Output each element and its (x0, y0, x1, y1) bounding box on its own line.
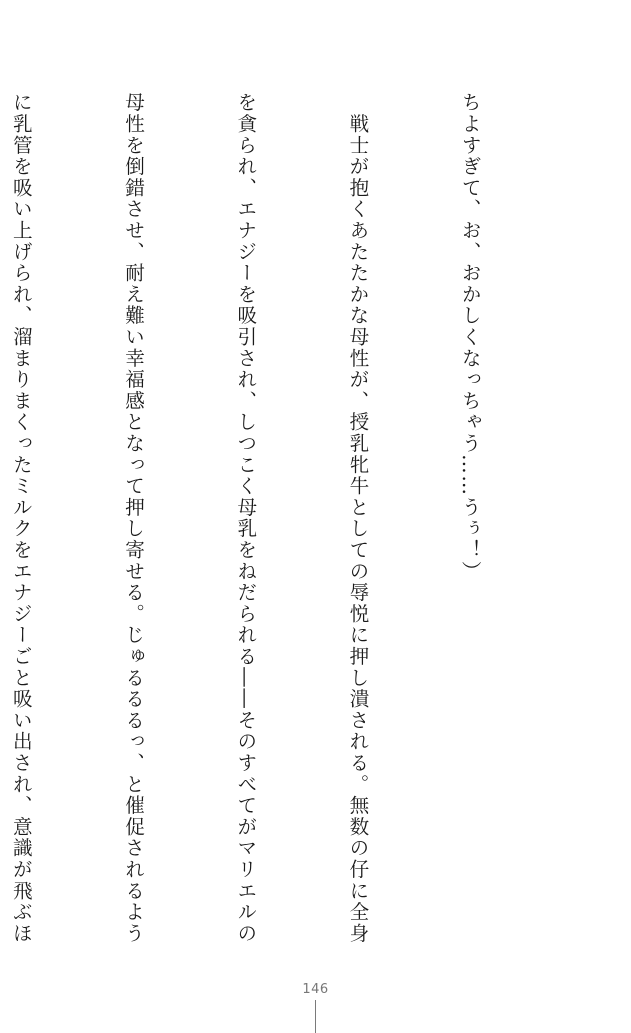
text-line: に乳管を吸い上げられ、溜まりまくったミルクをエナジーごと吸い出され、意識が飛ぶほ (9, 92, 33, 944)
text-line: ちよすぎて、お、おかしくなっちゃう……うぅ！） (458, 92, 482, 582)
page-number-rule (315, 1000, 316, 1033)
body-text (9, 92, 563, 944)
page-number: 146 (302, 982, 329, 997)
text-line: 母性を倒錯させ、耐え難い幸福感となって押し寄せる。じゅるるるっ、と催促されるよう (121, 92, 145, 944)
text-line: 戦士が抱くあたたかな母性が、授乳牝牛としての辱悦に押し潰される。無数の仔に全身 (345, 92, 369, 944)
text-line: を貪られ、エナジーを吸引され、しつこく母乳をねだられる――そのすべてがマリエルの (233, 92, 257, 944)
